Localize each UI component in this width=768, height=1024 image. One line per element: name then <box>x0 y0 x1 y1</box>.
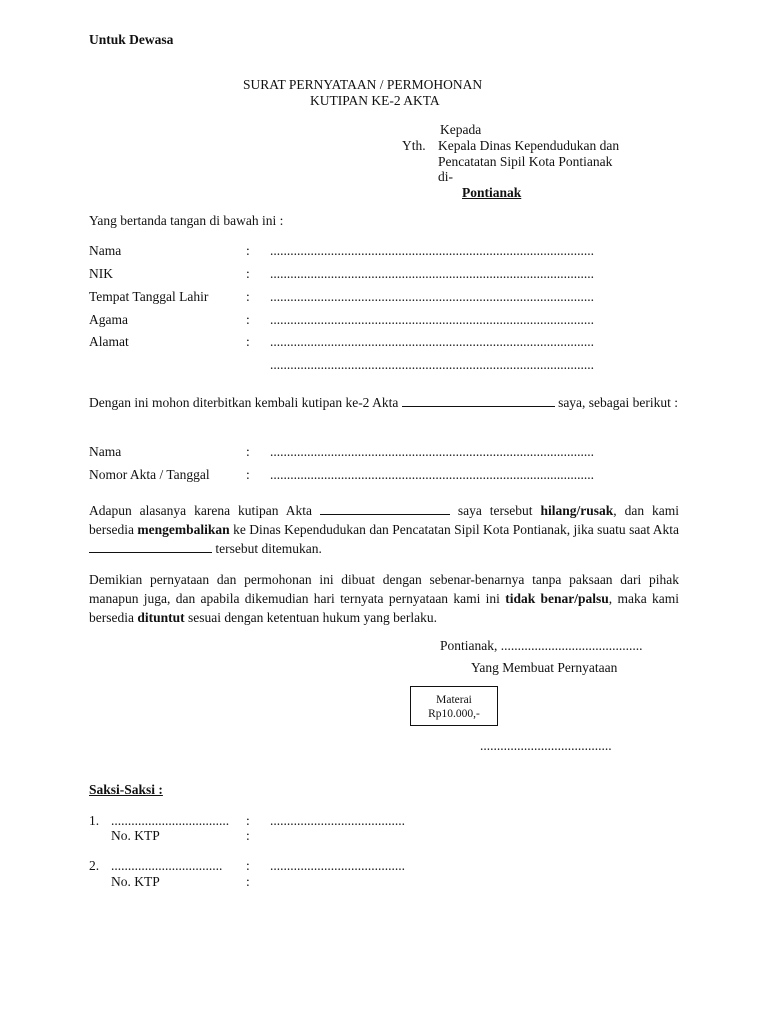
stamp-line-1: Materai <box>436 694 472 706</box>
field-colon: : <box>246 444 250 459</box>
reason-emphasis: hilang/rusak <box>540 503 614 518</box>
reason-text: saya tersebut <box>457 503 533 518</box>
field-fill-line[interactable]: ................................................................................................ <box>270 334 594 349</box>
field-colon: : <box>246 289 250 304</box>
witness-ktp-colon: : <box>246 828 250 843</box>
field-label: Alamat <box>89 334 129 349</box>
field-colon: : <box>246 312 250 327</box>
declaration-emphasis: dituntut <box>137 610 185 625</box>
field-fill-line[interactable]: ................................................................................................ <box>270 444 594 459</box>
witness-name-line[interactable]: ................................... <box>111 813 230 828</box>
addressee-di: di- <box>438 169 453 184</box>
request-text-before: Dengan ini mohon diterbitkan kembali kutipan ke-2 Akta <box>89 395 399 410</box>
form-category: Untuk Dewasa <box>89 32 174 47</box>
request-text-after: saya, sebagai berikut : <box>558 395 679 410</box>
field-colon: : <box>246 467 250 482</box>
request-paragraph <box>89 393 679 412</box>
addressee-kepada: Kepada <box>440 122 482 137</box>
field-label: Nama <box>89 444 122 459</box>
reason-emphasis: mengembalikan <box>137 522 230 537</box>
field-colon: : <box>246 243 250 258</box>
akta-type-blank[interactable] <box>320 502 450 515</box>
addressee-line-1: Kepala Dinas Kependudukan dan <box>438 138 620 153</box>
reason-text: tersebut ditemukan. <box>215 541 322 556</box>
field-label: Agama <box>89 312 128 327</box>
field-colon: : <box>246 334 250 349</box>
declaration-text: Demikian pernyataan dan permohonan ini dibuat dengan sebenar-benarnya tanpa paksaan dari pihak manapun juga, dan apabila dikemudian hari ternyata pernyataan kami ini <box>89 572 679 606</box>
witness-ktp-label: No. KTP <box>111 828 160 843</box>
field-colon: : <box>246 266 250 281</box>
field-label: Nomor Akta / Tanggal <box>89 467 210 482</box>
field-fill-line[interactable]: ................................................................................................ <box>270 243 594 258</box>
intro-text: Yang bertanda tangan di bawah ini : <box>89 213 284 228</box>
addressee-city: Pontianak <box>462 185 522 200</box>
reason-paragraph <box>89 501 679 558</box>
field-fill-line[interactable]: ................................................................................................ <box>270 467 594 482</box>
witness-ktp-colon: : <box>246 874 250 889</box>
field-fill-line[interactable]: ................................................................................................ <box>270 357 594 372</box>
title-line-1: SURAT PERNYATAAN / PERMOHONAN <box>243 77 483 92</box>
field-label: Nama <box>89 243 122 258</box>
declaration-text: , maka kami bersedia <box>89 591 679 625</box>
stamp-line-2: Rp10.000,- <box>428 708 480 720</box>
materai-stamp-box <box>410 686 498 726</box>
witness-sign-line[interactable]: ........................................ <box>270 858 405 873</box>
addressee-line-2: Pencatatan Sipil Kota Pontianak <box>438 154 613 169</box>
witness-colon: : <box>246 813 250 828</box>
signer-title: Yang Membuat Pernyataan <box>471 660 618 675</box>
title-line-2: KUTIPAN KE-2 AKTA <box>310 93 440 108</box>
field-fill-line[interactable]: ................................................................................................ <box>270 312 594 327</box>
field-fill-line[interactable]: ................................................................................................ <box>270 266 594 281</box>
field-fill-line[interactable]: ................................................................................................ <box>270 289 594 304</box>
witness-number: 2. <box>89 858 100 873</box>
declaration-emphasis: tidak benar/palsu <box>505 591 609 606</box>
declaration-paragraph <box>89 570 679 627</box>
reason-text: Adapun alasanya karena kutipan Akta <box>89 503 312 518</box>
field-label: NIK <box>89 266 113 281</box>
field-label: Tempat Tanggal Lahir <box>89 289 209 304</box>
signature-place-date[interactable]: Pontianak, .......................................... <box>440 638 643 653</box>
signature-line[interactable]: ....................................... <box>480 738 612 753</box>
declaration-text: sesuai dengan ketentuan hukum yang berlaku. <box>188 610 437 625</box>
akta-type-blank[interactable] <box>89 540 212 553</box>
witness-colon: : <box>246 858 250 873</box>
reason-text: , dan kami bersedia <box>89 503 680 537</box>
witness-name-line[interactable]: ................................. <box>111 858 223 873</box>
akta-type-blank[interactable] <box>402 394 555 407</box>
witnesses-heading: Saksi-Saksi : <box>89 782 163 797</box>
witness-sign-line[interactable]: ........................................ <box>270 813 405 828</box>
addressee-yth: Yth. <box>402 138 426 153</box>
witness-ktp-label: No. KTP <box>111 874 160 889</box>
witness-number: 1. <box>89 813 100 828</box>
reason-text: ke Dinas Kependudukan dan Pencatatan Sipil Kota Pontianak, jika suatu saat Akta <box>233 522 679 537</box>
